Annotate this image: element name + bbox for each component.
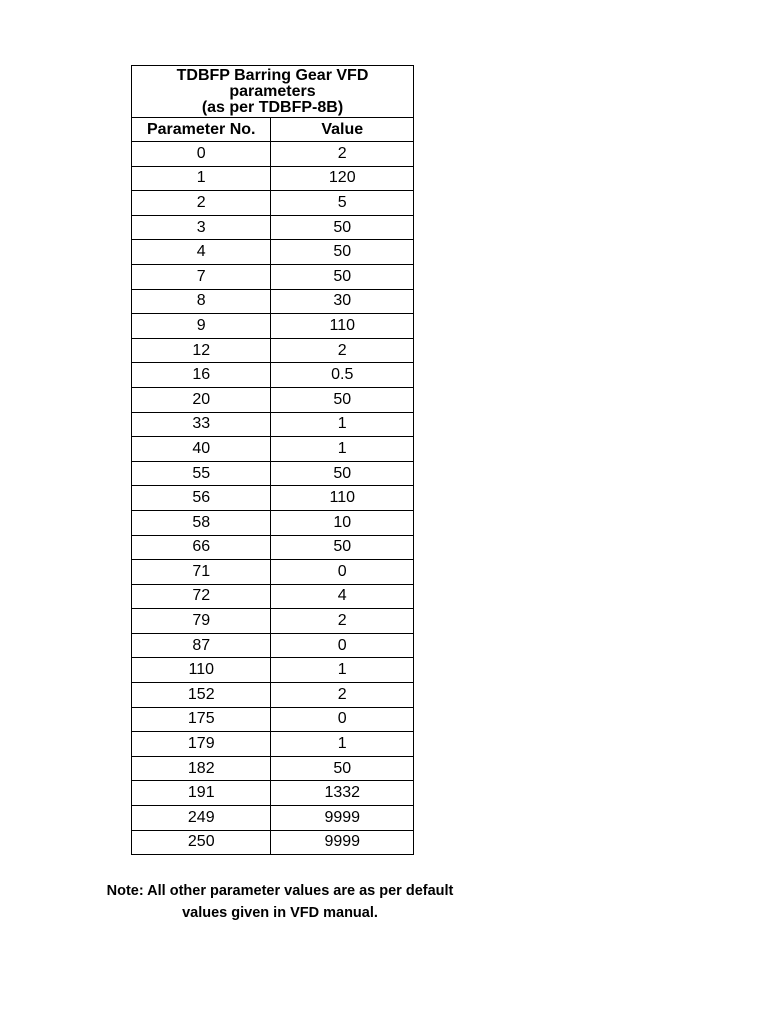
value-cell: 1 (271, 437, 414, 462)
table-row (132, 166, 414, 191)
value-cell: 120 (271, 166, 414, 191)
table-title-line-1: TDBFP Barring Gear VFD parameters (176, 66, 369, 100)
value-cell: 9999 (271, 830, 414, 855)
parameter-no-cell: 175 (132, 707, 271, 732)
parameter-no-cell: 191 (132, 781, 271, 806)
footnote (60, 880, 500, 924)
value-cell: 110 (271, 486, 414, 511)
parameter-no-cell: 87 (132, 633, 271, 658)
column-header-value: Value (271, 118, 414, 142)
table-row (132, 535, 414, 560)
parameter-no-cell: 182 (132, 756, 271, 781)
table-row (132, 806, 414, 831)
parameter-no-cell: 8 (132, 289, 271, 314)
value-cell: 50 (271, 461, 414, 486)
value-cell: 0 (271, 633, 414, 658)
footnote-line-2: values given in VFD manual. (182, 905, 378, 921)
table-row (132, 264, 414, 289)
table-row (132, 191, 414, 216)
table-row (132, 707, 414, 732)
parameter-no-cell: 71 (132, 560, 271, 585)
parameter-no-cell: 40 (132, 437, 271, 462)
parameter-no-cell: 7 (132, 264, 271, 289)
table-row (132, 830, 414, 855)
value-cell: 50 (271, 240, 414, 265)
value-cell: 50 (271, 215, 414, 240)
table-row (132, 781, 414, 806)
table-row (132, 584, 414, 609)
parameter-no-cell: 16 (132, 363, 271, 388)
table-row (132, 510, 414, 535)
parameter-no-cell: 66 (132, 535, 271, 560)
parameter-no-cell: 0 (132, 142, 271, 167)
parameter-no-cell: 250 (132, 830, 271, 855)
table-row (132, 609, 414, 634)
value-cell: 9999 (271, 806, 414, 831)
value-cell: 1 (271, 658, 414, 683)
value-cell: 50 (271, 387, 414, 412)
table-body (132, 142, 414, 855)
parameter-no-cell: 72 (132, 584, 271, 609)
table-header-row (132, 118, 414, 142)
parameter-no-cell: 1 (132, 166, 271, 191)
parameter-no-cell: 56 (132, 486, 271, 511)
table-row (132, 461, 414, 486)
table-title (132, 66, 414, 118)
column-header-parameter-no: Parameter No. (132, 118, 271, 142)
parameter-no-cell: 2 (132, 191, 271, 216)
value-cell: 4 (271, 584, 414, 609)
table-row (132, 756, 414, 781)
value-cell: 50 (271, 264, 414, 289)
parameter-no-cell: 3 (132, 215, 271, 240)
parameter-no-cell: 79 (132, 609, 271, 634)
parameter-sheet (131, 65, 414, 855)
parameter-no-cell: 9 (132, 314, 271, 339)
parameter-no-cell: 179 (132, 732, 271, 757)
parameter-no-cell: 152 (132, 683, 271, 708)
parameter-no-cell: 20 (132, 387, 271, 412)
value-cell: 110 (271, 314, 414, 339)
parameter-no-cell: 4 (132, 240, 271, 265)
parameter-no-cell: 12 (132, 338, 271, 363)
parameter-no-cell: 249 (132, 806, 271, 831)
table-row (132, 437, 414, 462)
table-row (132, 363, 414, 388)
value-cell: 2 (271, 609, 414, 634)
value-cell: 5 (271, 191, 414, 216)
table-row (132, 560, 414, 585)
value-cell: 50 (271, 756, 414, 781)
value-cell: 10 (271, 510, 414, 535)
vfd-parameter-table (131, 65, 414, 855)
table-row (132, 314, 414, 339)
parameter-no-cell: 55 (132, 461, 271, 486)
parameter-no-cell: 110 (132, 658, 271, 683)
table-title-row (132, 66, 414, 118)
table-row (132, 338, 414, 363)
value-cell: 0.5 (271, 363, 414, 388)
value-cell: 30 (271, 289, 414, 314)
value-cell: 50 (271, 535, 414, 560)
table-row (132, 289, 414, 314)
value-cell: 2 (271, 683, 414, 708)
parameter-no-cell: 58 (132, 510, 271, 535)
table-row (132, 142, 414, 167)
table-row (132, 732, 414, 757)
footnote-line-1: Note: All other parameter values are as per default (106, 883, 454, 899)
value-cell: 1332 (271, 781, 414, 806)
table-row (132, 240, 414, 265)
table-row (132, 683, 414, 708)
value-cell: 2 (271, 338, 414, 363)
value-cell: 1 (271, 732, 414, 757)
value-cell: 2 (271, 142, 414, 167)
table-row (132, 387, 414, 412)
table-row (132, 486, 414, 511)
table-row (132, 412, 414, 437)
value-cell: 0 (271, 707, 414, 732)
table-row (132, 215, 414, 240)
parameter-no-cell: 33 (132, 412, 271, 437)
table-row (132, 658, 414, 683)
table-row (132, 633, 414, 658)
value-cell: 0 (271, 560, 414, 585)
value-cell: 1 (271, 412, 414, 437)
table-title-line-2: (as per TDBFP-8B) (201, 98, 344, 116)
